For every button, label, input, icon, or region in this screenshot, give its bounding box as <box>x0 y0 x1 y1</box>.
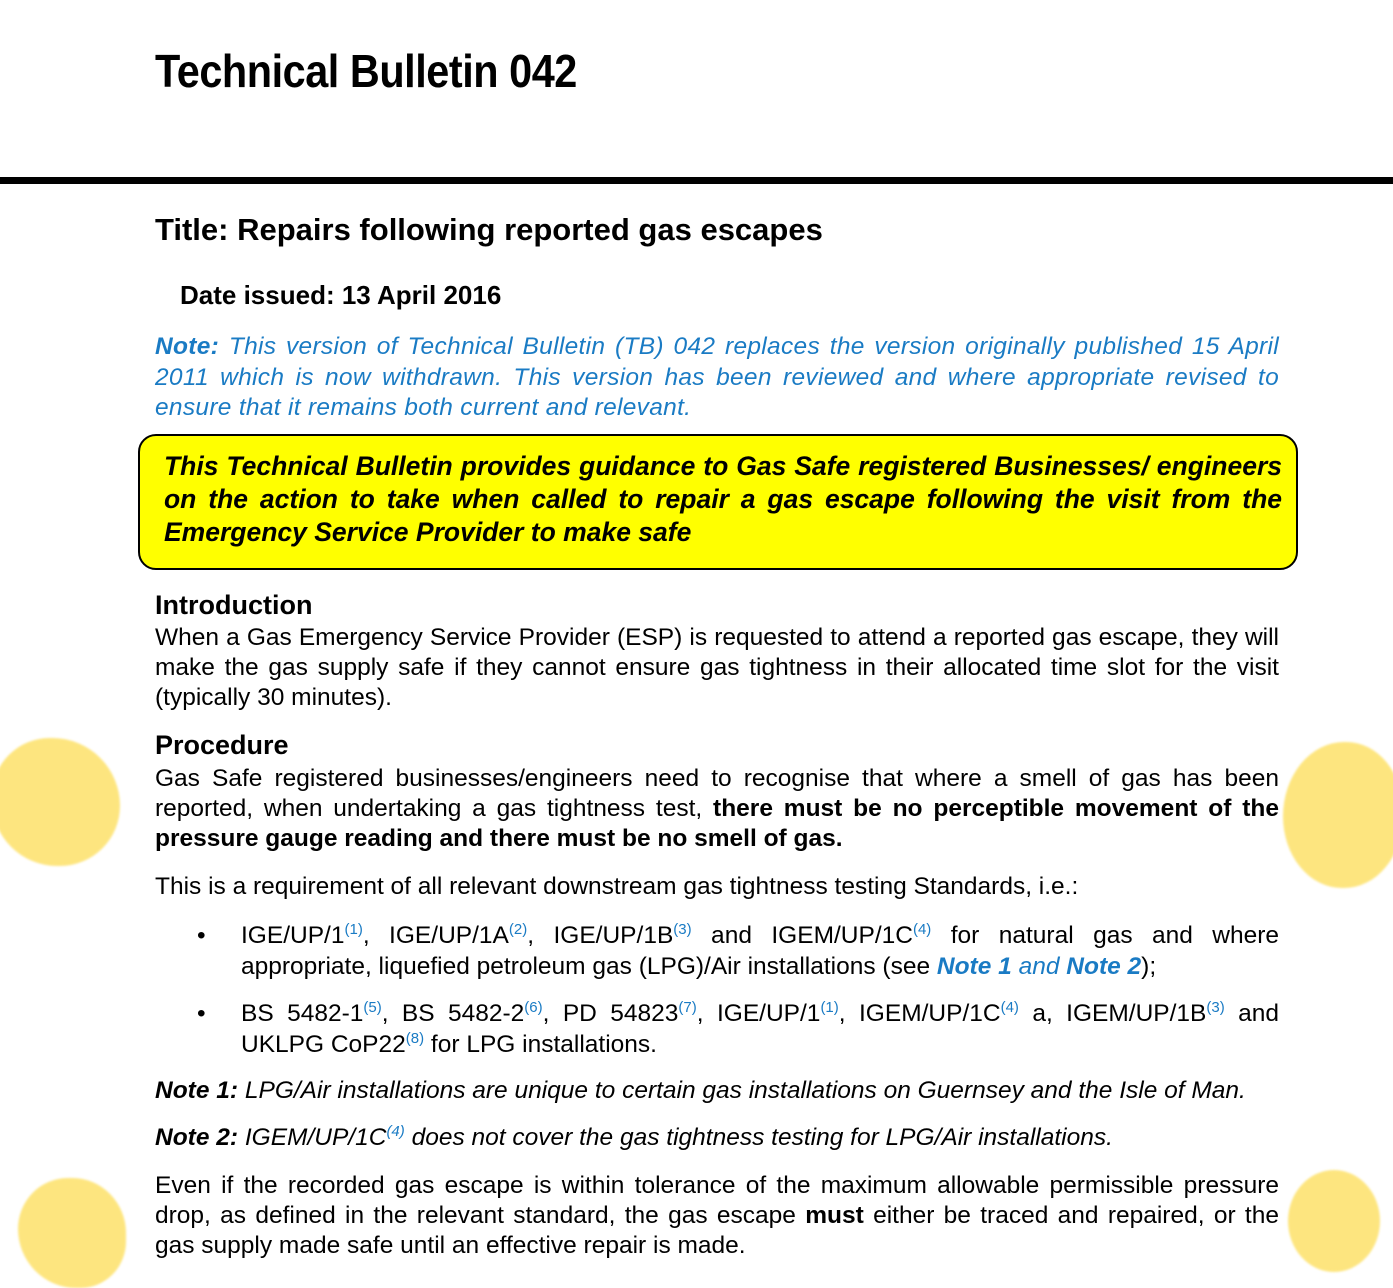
standards-list <box>197 920 1279 1076</box>
standard-text: and IGEM/UP/1C <box>691 922 913 949</box>
standard-text: a, IGEM/UP/1B <box>1018 1000 1207 1027</box>
reference-link[interactable]: (2) <box>508 921 528 938</box>
standard-text: , IGEM/UP/1C <box>838 1000 1001 1027</box>
closing-text-b: either be traced and repaired, or the gas supply made safe until an effective repair is made. <box>155 1202 1279 1259</box>
bulletin-header: Technical Bulletin 042 <box>155 45 577 97</box>
reference-link[interactable]: (5) <box>363 999 382 1016</box>
note-1-label: Note 1: <box>155 1077 239 1104</box>
standard-text: for LPG installations. <box>424 1031 657 1058</box>
reference-link[interactable]: (6) <box>524 999 543 1016</box>
requirement-text: This is a requirement of all relevant downstream gas tightness testing Standards, i.e.: <box>155 873 1079 900</box>
note-1 <box>155 1077 1246 1105</box>
closing-text-bold: must <box>805 1202 864 1229</box>
document-title: Title: Repairs following reported gas escapes <box>155 212 823 247</box>
standard-text: BS 5482-1 <box>241 1000 364 1027</box>
version-note-label: Note: <box>155 333 220 360</box>
reference-link[interactable]: (4) <box>912 921 932 938</box>
reference-link[interactable]: (3) <box>673 921 692 938</box>
date-issued: Date issued: 13 April 2016 <box>180 280 502 310</box>
note-1-text: LPG/Air installations are unique to certain gas installations on Guernsey and the Isle of Man. <box>238 1077 1246 1104</box>
standard-text: IGE/UP/1 <box>241 922 345 949</box>
note-2-text: does not cover the gas tightness testing for LPG/Air installations. <box>404 1124 1113 1151</box>
note-2-label: Note 2: <box>155 1124 239 1151</box>
standard-text: for natural gas and where appropriate, liquefied petroleum gas (LPG)/Air installations (see <box>241 922 1280 980</box>
highlight-blob-bottom-right <box>1288 1170 1380 1272</box>
note-2-link[interactable]: Note 2 <box>1066 953 1142 980</box>
highlight-blob-left <box>0 738 120 866</box>
standard-text: , IGE/UP/1 <box>696 1000 821 1027</box>
note-2 <box>155 1124 1113 1152</box>
version-note <box>155 332 1279 424</box>
reference-link[interactable]: (7) <box>678 999 697 1016</box>
procedure-text-plain: Gas Safe registered businesses/engineers need to recognise that where a smell of gas has been reported, when undertaking a gas tightness test, <box>155 765 1279 822</box>
note-2-text: IGEM/UP/1C <box>238 1124 387 1151</box>
standard-text: and <box>1011 953 1067 980</box>
reference-link[interactable]: (1) <box>820 999 839 1016</box>
version-note-text: This version of Technical Bulletin (TB) 042 replaces the version originally published 15 April 2011 which is now withdrawn. This version has been reviewed and where appropriate revised to ensure that it remains both current and relevant. <box>155 333 1279 421</box>
procedure-heading: Procedure <box>155 730 289 760</box>
closing-text <box>155 1171 1279 1261</box>
procedure-text-bold: there must be no perceptible movement of the pressure gauge reading and there must be no smell of gas. <box>155 795 1279 852</box>
bullet-symbol: • <box>197 1000 206 1027</box>
standard-text: and UKLPG CoP22 <box>241 1000 1280 1058</box>
note-1-link[interactable]: Note 1 <box>936 953 1012 980</box>
reference-link[interactable]: (8) <box>405 1030 425 1047</box>
highlight-blob-right <box>1283 742 1393 888</box>
standard-text: , IGE/UP/1B <box>527 922 674 949</box>
reference-link[interactable]: (1) <box>344 921 363 938</box>
header-divider <box>0 177 1393 184</box>
bullet-symbol: • <box>197 922 206 949</box>
reference-link[interactable]: (4) <box>1000 999 1019 1016</box>
standard-text: , PD 54823 <box>542 1000 679 1027</box>
reference-link[interactable]: (3) <box>1206 999 1225 1016</box>
standard-text: ); <box>1141 953 1157 980</box>
guidance-callout: This Technical Bulletin provides guidance to Gas Safe registered Businesses/ engineers on the action to take when called to repair a gas escape following the visit from the Emergency Service Provider to make safe <box>138 434 1298 570</box>
highlight-blob-bottom-left <box>18 1178 126 1288</box>
reference-link[interactable]: (4) <box>386 1123 405 1140</box>
list-item <box>197 920 1279 982</box>
procedure-text <box>155 764 1279 854</box>
standard-text: , IGE/UP/1A <box>362 922 509 949</box>
introduction-text: When a Gas Emergency Service Provider (ESP) is requested to attend a reported gas escape, they will make the gas supply safe if they cannot ensure gas tightness in their allocated time slot for the visit (typically 30 minutes). <box>155 624 1279 711</box>
introduction-heading: Introduction <box>155 590 313 620</box>
standard-text: , BS 5482-2 <box>381 1000 525 1027</box>
closing-text-a: Even if the recorded gas escape is within tolerance of the maximum allowable permissible pressure drop, as defined in the relevant standard, the gas escape <box>155 1172 1279 1229</box>
list-item <box>197 998 1279 1060</box>
